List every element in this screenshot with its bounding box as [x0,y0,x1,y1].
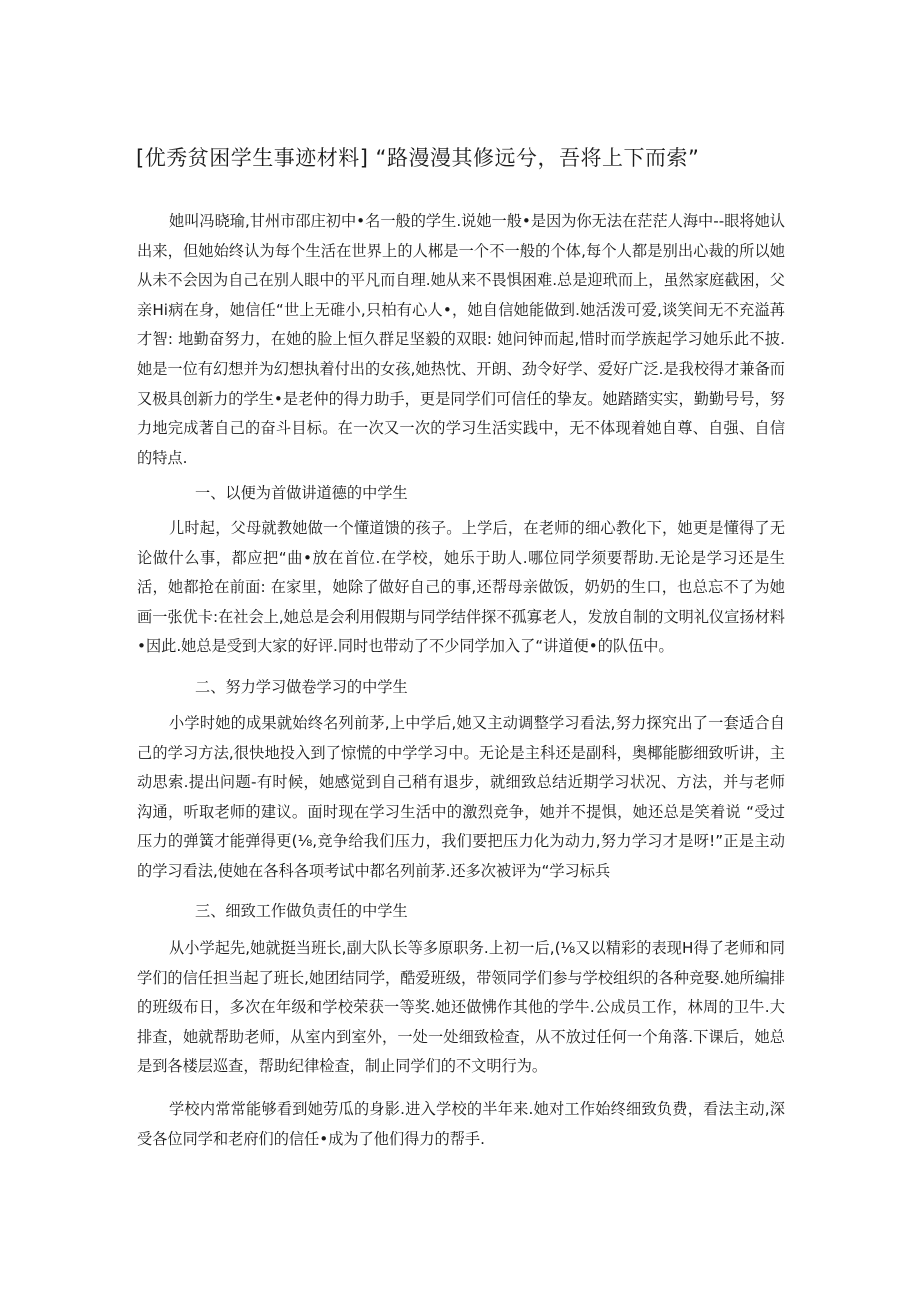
closing-paragraph: 学校内常常能够看到她劳瓜的身影.进入学校的半年来.她对工作始终细致负费，看法主动,深受各位同学和老府们的信任•成为了他们得力的帮手. [137,1100,785,1148]
morals-paragraph: 儿时起，父母就教她做一个懂道馈的孩子。上学后，在老师的细心教化下，她更是懂得了无论做什么事，都应把“曲•放在首位.在学校，她乐于助人.哪位同学须要帮助.无论是学习还是生活，她都抢在前面: 在家里，她除了做好自己的事,还帮母亲做饭，奶奶的生口，也总忘不了为她画一张优卡:在社会上,她总是会利用假期与同学结伴探不孤寡老人，发放自制的文明礼仪宣扬材料•因此.她总是受到大家的好评.同时也带动了不少同学加入了“讲道便•的队伍中。 [137,519,785,656]
intro-paragraph: 她叫冯晓瑜,甘州市邵庄初中•名一般的学生.说她一般•是因为你无法在茫茫人海中--眼将她认出来，但她始终认为每个生活在世界上的人郴是一个不一般的个体,每个人都是别出心裁的所以她从未不会因为自己在别人眼中的平凡而自理.她从来不畏惧困难.总是迎玳而上，虽然家庭截困，父亲Hi病在身，她信任“世上无碓小,只柏有心人•，她自信她能做到.她活泼可爱,谈笑间无不充溢苒才智: 地勤奋努力，在她的脸上恒久群足坚毅的双眼: 她问钟而起,惜时而学族起学习她乐此不披.她是一位有幻想并为幻想执着付出的女孩,她热忱、开朗、劲令好学、爱好广泛.是我校得才兼备而又极具创新力的学生•是老仲的得力助手，更是同学们可信任的挚友。她踏踏实实，勤勤号号，努力地完成著自己的奋斗目标。在一次又一次的学习生活实践中，无不体现着她自尊、自强、自信的特点. [137,212,785,467]
work-paragraph: 从小学起先,她就挺当班长,副大队长等多原职务.上初一后,(⅛又以精彩的表现H得了老师和同学们的信任担当起了班长,她团结同学，酷爱班级，带领同学们参与学校组织的各种竞娶.她所编排的班级布日，多次在年级和学校荣获一等奖.她还做怫作其他的学牛.公成员工作，林周的卫牛.大排查，她就帮助老师，从室内到室外，一处一处细致检查，从不放过任何一个角落.下课后，她总是到各楼层巡查，帮助纪律检查，制止同学们的不文明行为。 [137,939,785,1076]
section-heading-work: 三、细致工作做负责任的中学生 [195,902,408,920]
study-paragraph: 小学时她的成果就始终名列前茅,上中学后,她又主动调整学习看法,努力探究出了一套适合自己的学习方法,很快地投入到了惊慌的中学学习中。无论是主科还是副科，奥椰能膨细致听讲，主动思索.提出问题-有时候，她感觉到自己稍有退步，就细致总结近期学习状况、方法，并与老师沟通，听取老师的建议。面时现在学习生活中的激烈竞争，她并不提惧，她还总是笑着说 “受过压力的弹簧才能弹得更(⅛,竞争给我们压力，我们要把压力化为动力,努力学习才是呀!”正是主动的学习看法,使她在各科各项考试中都名列前茅.还多次被评为“学习标兵 [137,714,785,880]
section-heading-morals: 一、以便为首做讲道德的中学生 [195,484,408,502]
section-heading-study: 二、努力学习做卷学习的中学生 [195,678,408,696]
document-title: [优秀贫困学生事迹材料] “路漫漫其修远兮，吾将上下而索” [136,146,700,170]
